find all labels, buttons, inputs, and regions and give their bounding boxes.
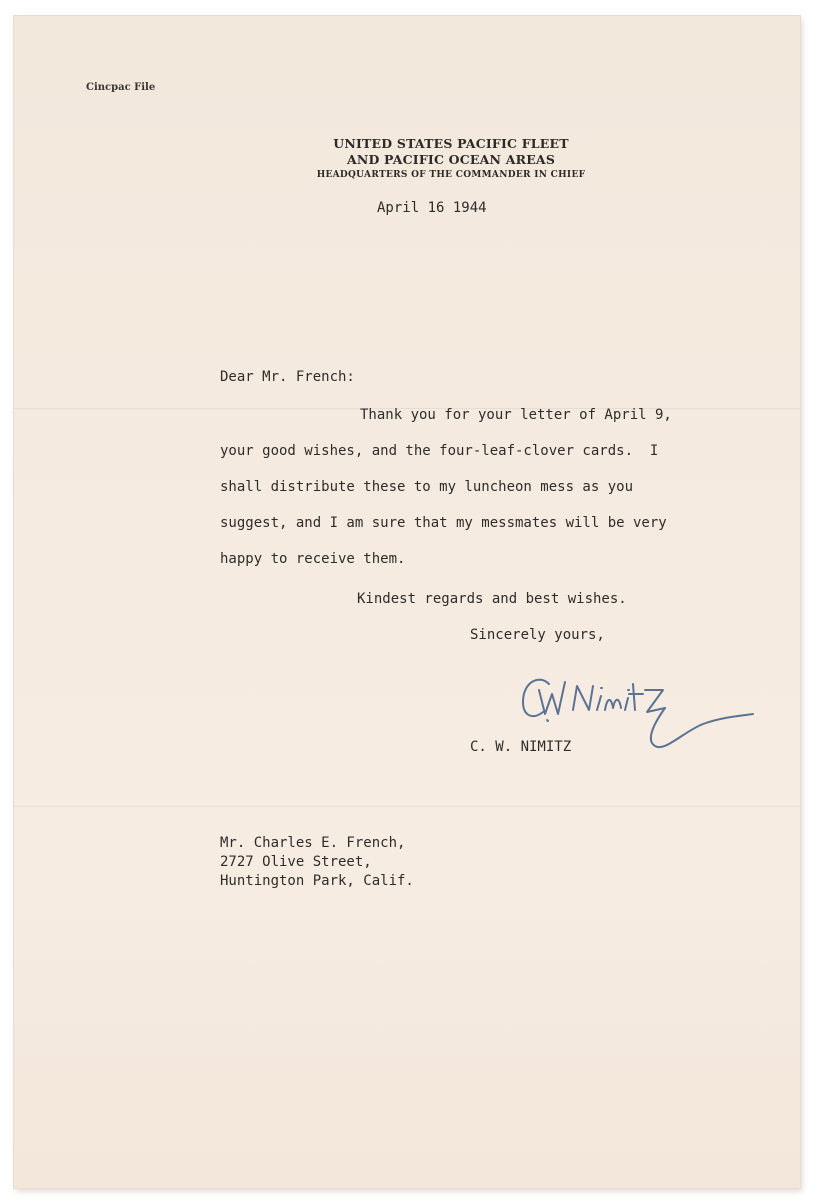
body-line: happy to receive them. bbox=[220, 551, 406, 567]
body-line: suggest, and I am sure that my messmates will be very bbox=[220, 515, 667, 531]
address-line: Mr. Charles E. French, bbox=[220, 835, 406, 851]
letterhead-line-3: HEADQUARTERS OF THE COMMANDER IN CHIEF bbox=[316, 170, 586, 180]
body-line: your good wishes, and the four-leaf-clover cards. I bbox=[220, 443, 659, 459]
closing-line: Sincerely yours, bbox=[470, 627, 605, 643]
body-line: Thank you for your letter of April 9, bbox=[360, 407, 672, 423]
salutation: Dear Mr. French: bbox=[220, 369, 355, 385]
regards-line: Kindest regards and best wishes. bbox=[357, 591, 627, 607]
paper-fold-line bbox=[14, 806, 800, 807]
letterhead-line-2: AND PACIFIC OCEAN AREAS bbox=[346, 152, 556, 167]
address-line: 2727 Olive Street, bbox=[220, 854, 372, 870]
file-label: Cincpac File bbox=[86, 82, 156, 93]
letterhead-line-1: UNITED STATES PACIFIC FLEET bbox=[333, 136, 569, 151]
body-line: shall distribute these to my luncheon mess as you bbox=[220, 479, 634, 495]
letterhead bbox=[266, 136, 636, 183]
letter-date: April 16 1944 bbox=[377, 200, 487, 216]
address-line: Huntington Park, Calif. bbox=[220, 873, 414, 889]
signer-name: C. W. NIMITZ bbox=[470, 739, 572, 755]
